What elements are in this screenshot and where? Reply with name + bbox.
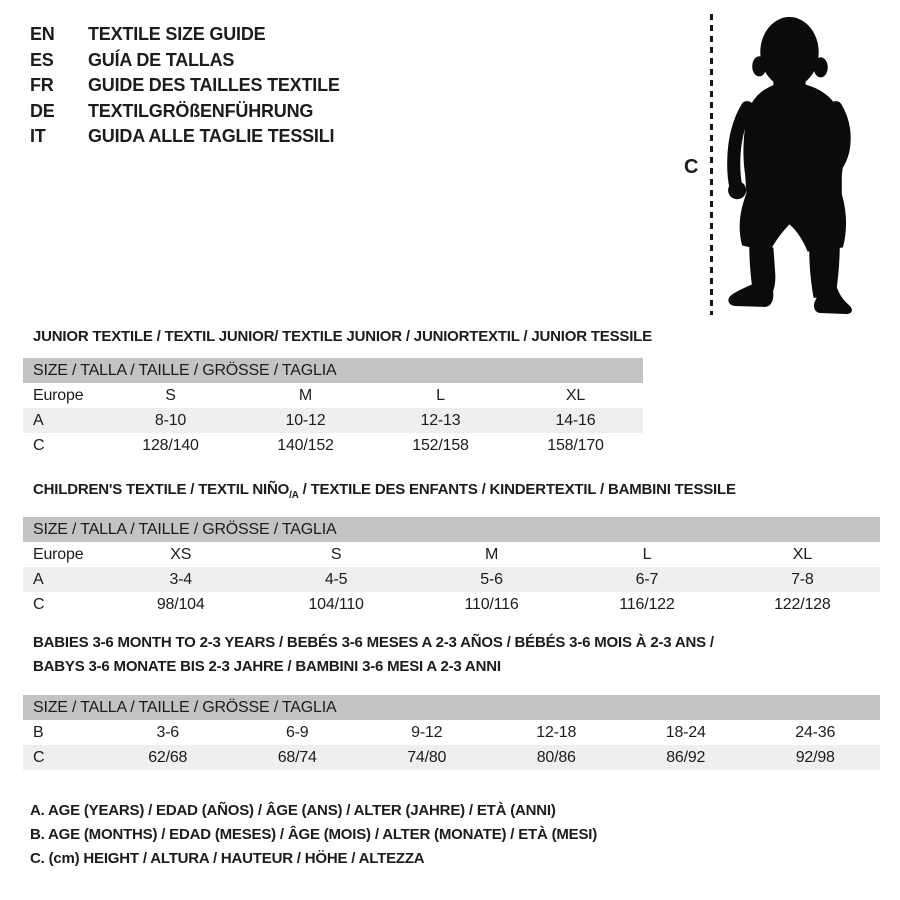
- legend: [30, 799, 597, 871]
- table-cell: 116/122: [619, 596, 675, 613]
- table-row: [23, 745, 880, 770]
- table-body: [23, 383, 643, 458]
- table-cell: M: [298, 387, 313, 404]
- table-cell: 3-4: [169, 571, 192, 588]
- language-code: ES: [30, 49, 54, 70]
- row-label: A: [33, 412, 44, 429]
- height-dashed-line: [710, 14, 713, 315]
- table-cell: 12-13: [420, 412, 461, 429]
- table-cell: 86/92: [666, 749, 706, 766]
- table-cell: 74/80: [407, 749, 447, 766]
- row-label: Europe: [33, 546, 84, 563]
- table-cell: 80/86: [536, 749, 576, 766]
- table-cell: 6-9: [285, 724, 309, 741]
- height-measure-label: C: [684, 156, 699, 178]
- table-cell: 8-10: [154, 412, 187, 429]
- language-row: [30, 124, 340, 150]
- language-label: GUIDE DES TAILLES TEXTILE: [88, 75, 340, 96]
- table-row: [23, 408, 643, 433]
- size-header-bar: SIZE / TALLA / TAILLE / GRÖSSE / TAGLIA: [23, 695, 880, 720]
- table-cell: 24-36: [795, 724, 836, 741]
- table-row: [23, 542, 880, 567]
- table-cell: 110/116: [464, 596, 519, 613]
- table-row: [23, 567, 880, 592]
- table-cell: XL: [792, 546, 812, 563]
- language-row: [30, 99, 340, 125]
- table-cell: 6-7: [635, 571, 659, 588]
- table-cell: 104/110: [308, 596, 364, 613]
- table-cell: XL: [565, 387, 586, 404]
- table-cell: L: [642, 546, 652, 563]
- table-cell: 128/140: [142, 437, 199, 454]
- table-row: [23, 720, 880, 745]
- row-label: Europe: [33, 387, 84, 404]
- table-cell: 92/98: [795, 749, 835, 766]
- language-row: [30, 73, 340, 99]
- table-row: [23, 433, 643, 458]
- language-label: TEXTILE SIZE GUIDE: [88, 24, 266, 45]
- table-row: [23, 383, 643, 408]
- table-cell: S: [330, 546, 342, 563]
- title-text: / TEXTILE DES ENFANTS / KINDERTEXTIL / BAMBINI TESSILE: [298, 481, 736, 498]
- row-label: B: [33, 724, 44, 741]
- table-cell: 14-16: [555, 412, 596, 429]
- language-header: [30, 22, 340, 150]
- language-label: GUIDA ALLE TAGLIE TESSILI: [88, 126, 335, 147]
- table-cell: 68/74: [277, 749, 317, 766]
- babies-section-title-line1: BABIES 3-6 MONTH TO 2-3 YEARS / BEBÉS 3-6 MESES A 2-3 AÑOS / BÉBÉS 3-6 MOIS À 2-3 ANS /: [33, 634, 714, 651]
- children-size-table: [23, 517, 880, 617]
- table-cell: 7-8: [791, 571, 814, 588]
- legend-line-c: C. (cm) HEIGHT / ALTURA / HAUTEUR / HÖHE / ALTEZZA: [30, 850, 425, 867]
- title-subscript: /A: [289, 490, 299, 501]
- row-label: C: [33, 596, 45, 613]
- table-body: [23, 720, 880, 770]
- table-cell: XS: [170, 546, 192, 563]
- legend-line-a: A. AGE (YEARS) / EDAD (AÑOS) / ÂGE (ANS) / ALTER (JAHRE) / ETÀ (ANNI): [30, 802, 556, 819]
- language-code: DE: [30, 100, 55, 121]
- table-cell: 5-6: [480, 571, 503, 588]
- baby-silhouette-icon: [722, 12, 865, 314]
- table-cell: M: [484, 546, 499, 563]
- table-cell: 9-12: [411, 724, 443, 741]
- table-row: [23, 592, 880, 617]
- junior-size-table: [23, 358, 643, 458]
- language-code: IT: [30, 126, 46, 147]
- legend-line-b: B. AGE (MONTHS) / EDAD (MESES) / ÂGE (MOIS) / ALTER (MONATE) / ETÀ (MESI): [30, 826, 598, 843]
- size-header-bar: SIZE / TALLA / TAILLE / GRÖSSE / TAGLIA: [23, 358, 643, 383]
- table-cell: S: [165, 387, 176, 404]
- table-body: [23, 542, 880, 617]
- row-label: C: [33, 749, 45, 766]
- table-cell: 98/104: [156, 596, 205, 613]
- table-cell: 18-24: [665, 724, 706, 741]
- table-cell: 3-6: [156, 724, 180, 741]
- language-row: [30, 22, 340, 48]
- table-cell: 12-18: [536, 724, 577, 741]
- table-cell: 158/170: [547, 437, 604, 454]
- babies-size-table: [23, 695, 880, 770]
- table-cell: 62/68: [148, 749, 188, 766]
- language-code: FR: [30, 75, 54, 96]
- language-label: TEXTILGRÖßENFÜHRUNG: [88, 100, 314, 121]
- row-label: C: [33, 437, 45, 454]
- table-cell: 4-5: [324, 571, 348, 588]
- title-text: CHILDREN'S TEXTILE / TEXTIL NIÑO: [33, 481, 290, 498]
- table-cell: 122/128: [774, 596, 831, 613]
- children-section-title: [33, 481, 736, 501]
- table-cell: 140/152: [277, 437, 334, 454]
- table-cell: 152/158: [412, 437, 469, 454]
- language-label: GUÍA DE TALLAS: [88, 49, 235, 70]
- size-header-bar: SIZE / TALLA / TAILLE / GRÖSSE / TAGLIA: [23, 517, 880, 542]
- language-row: [30, 48, 340, 74]
- table-cell: 10-12: [285, 412, 326, 429]
- junior-section-title: JUNIOR TEXTILE / TEXTIL JUNIOR/ TEXTILE JUNIOR / JUNIORTEXTIL / JUNIOR TESSILE: [33, 328, 652, 345]
- babies-section-title-line2: BABYS 3-6 MONATE BIS 2-3 JAHRE / BAMBINI 3-6 MESI A 2-3 ANNI: [33, 658, 501, 675]
- row-label: A: [33, 571, 44, 588]
- language-code: EN: [30, 24, 55, 45]
- table-cell: L: [436, 387, 445, 404]
